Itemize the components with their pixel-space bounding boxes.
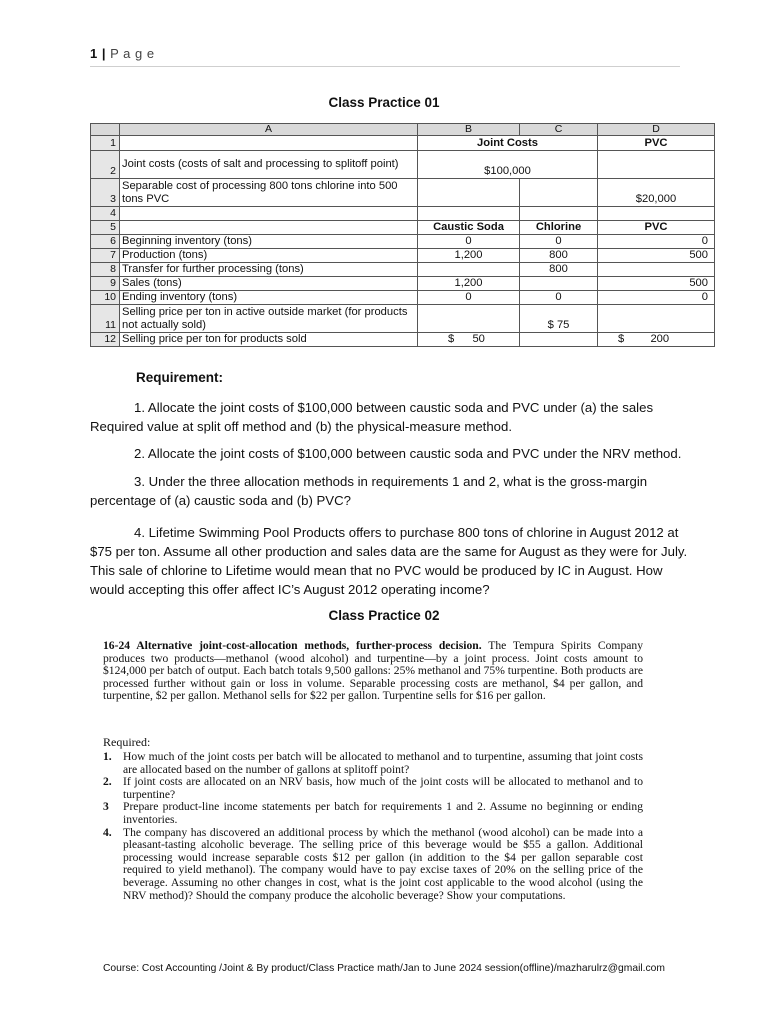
chlorine-header: Chlorine xyxy=(520,221,598,235)
row-number: 5 xyxy=(91,221,120,235)
list-item xyxy=(103,827,643,903)
cell-b: 0 xyxy=(418,235,520,249)
price-value: 50 xyxy=(472,333,485,345)
pvc-header: PVC xyxy=(598,221,715,235)
requirement-3: 3. Under the three allocation methods in requirements 1 and 2, what is the gross-margin percentage of (a) caustic soda and (b) PVC? xyxy=(90,474,648,508)
caustic-soda-header: Caustic Soda xyxy=(418,221,520,235)
cell-a: Transfer for further processing (tons) xyxy=(120,263,418,277)
row-number: 6 xyxy=(91,235,120,249)
question-number: 3 xyxy=(103,800,109,814)
pvc-price xyxy=(598,333,715,347)
cell-a: Beginning inventory (tons) xyxy=(120,235,418,249)
row-number: 7 xyxy=(91,249,120,263)
page-header xyxy=(90,46,155,61)
cell-a: Ending inventory (tons) xyxy=(120,291,418,305)
chlorine-market-price: $ 75 xyxy=(520,305,598,333)
table-row xyxy=(91,277,715,291)
list-item xyxy=(103,751,643,776)
cell-a xyxy=(120,207,418,221)
table-row xyxy=(91,207,715,221)
cell-b xyxy=(418,207,520,221)
question-number: 4. xyxy=(103,825,112,839)
required-label: Required: xyxy=(103,735,151,749)
row-number: 3 xyxy=(91,179,120,207)
row-number: 11 xyxy=(91,305,120,333)
cell-a: Selling price per ton for products sold xyxy=(120,333,418,347)
question-text: The company has discovered an additional process by which the methanol (wood alcohol) can be made into a pleasant-tasting alcoholic beverage. The selling price of this beverage would be $55 a gallon. Additional processing would increase separable costs $12 per gallon (in addition to the $4 per gallon separable cost required to yield methanol). The company would have to pay excise taxes of 20% on the selling price of the beverage. Assuming no other changes in cost, what is the joint cost applicable to the wood alcohol (using the NRV method)? Should the company produce the alcoholic beverage? Show your computations. xyxy=(123,825,643,902)
cell-d: 0 xyxy=(598,235,715,249)
cell-a xyxy=(120,136,418,151)
table-row xyxy=(91,235,715,249)
table-row xyxy=(91,249,715,263)
cell-b xyxy=(418,305,520,333)
requirement-label: Requirement: xyxy=(136,370,224,385)
pvc-header: PVC xyxy=(598,136,715,151)
spreadsheet-table xyxy=(90,123,715,347)
row-number: 1 xyxy=(91,136,120,151)
cell-c xyxy=(520,333,598,347)
question-number: 2. xyxy=(103,775,112,789)
column-header-a: A xyxy=(120,124,418,136)
cell-a: Separable cost of processing 800 tons chlorine into 500 tons PVC xyxy=(120,179,418,207)
cell-b xyxy=(418,263,520,277)
joint-costs-header: Joint Costs xyxy=(418,136,598,151)
table-row xyxy=(91,221,715,235)
table-row xyxy=(91,179,715,207)
table-row xyxy=(91,333,715,347)
cell-b xyxy=(418,179,520,207)
currency-symbol: $ xyxy=(618,333,625,345)
question-list xyxy=(103,751,643,902)
cell-a: Sales (tons) xyxy=(120,277,418,291)
class-practice-02-title: Class Practice 02 xyxy=(328,608,440,623)
question-number: 1. xyxy=(103,750,112,763)
cell-c: 800 xyxy=(520,263,598,277)
caustic-soda-price xyxy=(418,333,520,347)
separable-cost-value: $20,000 xyxy=(598,179,715,207)
table-row xyxy=(91,263,715,277)
cell-d: 500 xyxy=(598,249,715,263)
cell-a: Joint costs (costs of salt and processing to splitoff point) xyxy=(120,151,418,179)
cell-d xyxy=(598,263,715,277)
problem-paragraph xyxy=(103,640,643,703)
problem-heading: 16-24 Alternative joint-cost-allocation methods, further-process decision. xyxy=(103,639,482,652)
problem-text: The Tempura Spirits Company produces two products—methanol (wood alcohol) and turpentine—by a joint process. Joint costs amount to $124,000 per batch of output. Each batch totals 9,500 gallons: 25% methanol and 75% turpentine. Both products are processed further without gain or loss in volume. Separable processing costs are methanol, $4 per gallon, and turpentine, $2 per gallon. Methanol sells for $22 per gallon. Turpentine sells for $16 per gallon. xyxy=(103,639,643,703)
class-practice-01-title: Class Practice 01 xyxy=(328,95,440,110)
page-separator: | xyxy=(101,46,106,61)
cell-d xyxy=(598,305,715,333)
cell-d: 500 xyxy=(598,277,715,291)
requirement-2: 2. Allocate the joint costs of $100,000 between caustic soda and PVC under the NRV method. xyxy=(134,446,682,461)
cell-d xyxy=(598,207,715,221)
cell-b: 0 xyxy=(418,291,520,305)
page-word: P a g e xyxy=(110,46,155,61)
cell-c xyxy=(520,179,598,207)
column-header-c: C xyxy=(520,124,598,136)
question-text: Prepare product-line income statements per batch for requirements 1 and 2. Assume no beginning or ending inventories. xyxy=(123,800,643,826)
row-number: 12 xyxy=(91,333,120,347)
table-row xyxy=(91,151,715,179)
row-number: 2 xyxy=(91,151,120,179)
cell-d: 0 xyxy=(598,291,715,305)
row-number: 9 xyxy=(91,277,120,291)
cell-a: Selling price per ton in active outside market (for products not actually sold) xyxy=(120,305,418,333)
list-item xyxy=(103,801,643,826)
cell-c: 0 xyxy=(520,235,598,249)
cell-a: Production (tons) xyxy=(120,249,418,263)
question-text: If joint costs are allocated on an NRV basis, how much of the joint costs will be allocated to methanol and to turpentine? xyxy=(123,775,643,801)
cell-c xyxy=(520,207,598,221)
table-row xyxy=(91,291,715,305)
page-footer: Course: Cost Accounting /Joint & By product/Class Practice math/Jan to June 2024 session(offline)/mazharulrz@gmail.com xyxy=(103,963,665,974)
cell-b: 1,200 xyxy=(418,277,520,291)
header-divider xyxy=(90,66,680,67)
column-header-row xyxy=(91,124,715,136)
cell-b: 1,200 xyxy=(418,249,520,263)
price-value: 200 xyxy=(650,333,670,345)
requirement-1: 1. Allocate the joint costs of $100,000 between caustic soda and PVC under (a) the sales Required value at split off method and (b) the physical-measure method. xyxy=(90,400,654,434)
page-number: 1 xyxy=(90,46,98,61)
list-item xyxy=(103,776,643,801)
row-number: 8 xyxy=(91,263,120,277)
table-row xyxy=(91,305,715,333)
cell-c: 0 xyxy=(520,291,598,305)
column-header-d: D xyxy=(598,124,715,136)
question-text: How much of the joint costs per batch will be allocated to methanol and to turpentine, assuming that joint costs are allocated based on the number of gallons at splitoff point? xyxy=(123,750,643,776)
corner-cell xyxy=(91,124,120,136)
cell-c: 800 xyxy=(520,249,598,263)
table-row xyxy=(91,136,715,151)
cell-d xyxy=(598,151,715,179)
currency-symbol: $ xyxy=(448,333,455,345)
cell-a xyxy=(120,221,418,235)
row-number: 10 xyxy=(91,291,120,305)
joint-cost-value: $100,000 xyxy=(418,151,598,179)
requirement-4: 4. Lifetime Swimming Pool Products offers to purchase 800 tons of chlorine in August 2012 at $75 per ton. Assume all other production and sales data are the same for August as they were for July. This sale of chlorine to Lifetime would mean that no PVC would be produced by IC in August. How would accepting this offer affect IC’s August 2012 operating income? xyxy=(90,525,688,597)
row-number: 4 xyxy=(91,207,120,221)
cell-c xyxy=(520,277,598,291)
column-header-b: B xyxy=(418,124,520,136)
